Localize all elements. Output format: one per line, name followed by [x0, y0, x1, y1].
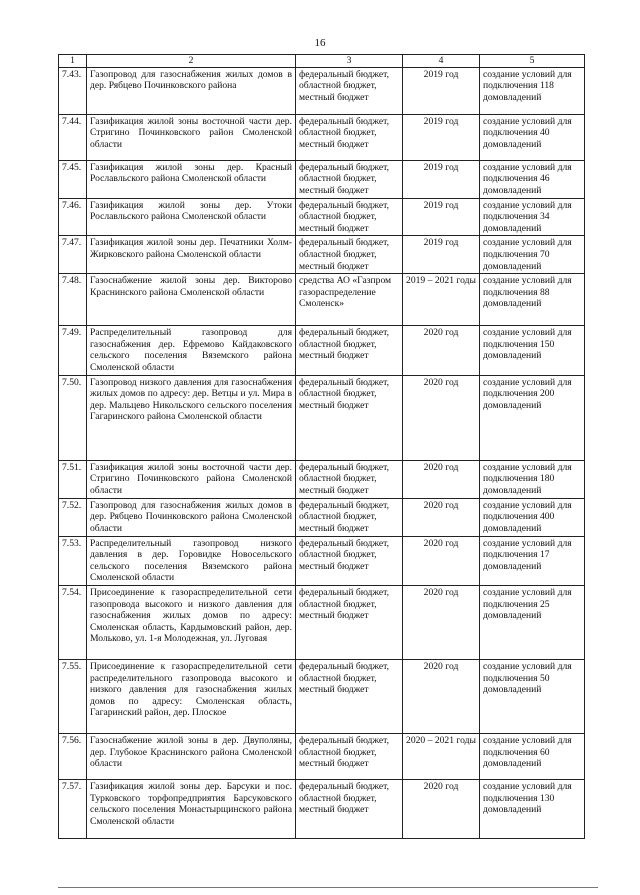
- expected-result: создание условий для подключения 50 домовладений: [480, 659, 585, 733]
- implementation-period: 2020 год: [403, 326, 480, 375]
- funding-source: федеральный бюджет, областной бюджет, местный бюджет: [296, 67, 403, 114]
- funding-source: федеральный бюджет, областной бюджет, местный бюджет: [296, 585, 403, 659]
- table-row: [59, 585, 585, 659]
- expected-result: создание условий для подключения 130 домовладений: [480, 779, 585, 838]
- table-row: [59, 659, 585, 733]
- table-row: [59, 779, 585, 838]
- expected-result: создание условий для подключения 200 домовладений: [480, 375, 585, 460]
- row-number: 7.53.: [59, 536, 87, 585]
- row-number: 7.57.: [59, 779, 87, 838]
- funding-source: средства АО «Газпром газораспределение Смоленск»: [296, 274, 403, 326]
- funding-source: федеральный бюджет, областной бюджет, местный бюджет: [296, 236, 403, 274]
- row-number: 7.46.: [59, 198, 87, 236]
- implementation-period: 2020 год: [403, 779, 480, 838]
- project-name: Присоединение к газораспределительной сети распределительного газопровода высокого и низкого давления для газоснабжения жилых домов по адресу: Смоленская область, Гагаринский район, дер. Плоское: [87, 659, 296, 733]
- column-header: 4: [403, 55, 480, 68]
- funding-source: федеральный бюджет, областной бюджет, местный бюджет: [296, 536, 403, 585]
- project-name: Распределительный газопровод низкого давления в дер. Горовидке Новосельского сельского поселения Вяземского района Смоленской области: [87, 536, 296, 585]
- row-number: 7.45.: [59, 160, 87, 198]
- project-name: Газификация жилой зоны восточной части дер. Стригино Починковского района Смоленской области: [87, 460, 296, 498]
- implementation-period: 2020 год: [403, 536, 480, 585]
- row-number: 7.51.: [59, 460, 87, 498]
- page-number: 16: [314, 37, 326, 49]
- implementation-period: 2020 год: [403, 460, 480, 498]
- funding-source: федеральный бюджет, областной бюджет, местный бюджет: [296, 198, 403, 236]
- table-row: [59, 160, 585, 198]
- project-name: Газификация жилой зоны дер. Барсуки и пос. Турковского торфопредприятия Барсуковского сельского поселения Монастырщинского района Смоленской области: [87, 779, 296, 838]
- table-row: [59, 326, 585, 375]
- funding-source: федеральный бюджет, областной бюджет, местный бюджет: [296, 779, 403, 838]
- expected-result: создание условий для подключения 40 домовладений: [480, 114, 585, 160]
- expected-result: создание условий для подключения 25 домовладений: [480, 585, 585, 659]
- table-row: [59, 733, 585, 779]
- funding-source: федеральный бюджет, областной бюджет, местный бюджет: [296, 460, 403, 498]
- table-row: [59, 67, 585, 114]
- table-row: [59, 536, 585, 585]
- funding-source: федеральный бюджет, областной бюджет, местный бюджет: [296, 733, 403, 779]
- row-number: 7.44.: [59, 114, 87, 160]
- implementation-period: 2020 год: [403, 585, 480, 659]
- page-bottom-line: [58, 887, 598, 888]
- implementation-period: 2020 – 2021 годы: [403, 733, 480, 779]
- expected-result: создание условий для подключения 180 домовладений: [480, 460, 585, 498]
- expected-result: создание условий для подключения 150 домовладений: [480, 326, 585, 375]
- expected-result: создание условий для подключения 88 домовладений: [480, 274, 585, 326]
- expected-result: создание условий для подключения 70 домовладений: [480, 236, 585, 274]
- expected-result: создание условий для подключения 34 домовладений: [480, 198, 585, 236]
- project-name: Газификация жилой зоны дер. Красный Рославльского района Смоленской области: [87, 160, 296, 198]
- project-name: Газификация жилой зоны дер. Печатники Холм-Жирковского района Смоленской области: [87, 236, 296, 274]
- expected-result: создание условий для подключения 46 домовладений: [480, 160, 585, 198]
- project-name: Присоединение к газораспределительной сети газопровода высокого и низкого давления для газоснабжения жилых домов по адресу: Смоленская область, Кардымовский район, дер. Мольково, ул. 1-я Молодежная, ул. Луговая: [87, 585, 296, 659]
- table-row: [59, 274, 585, 326]
- project-name: Газоснабжение жилой зоны в дер. Двуполяны, дер. Глубокое Краснинского района Смоленской области: [87, 733, 296, 779]
- project-name: Газификация жилой зоны дер. Утоки Рославльского района Смоленской области: [87, 198, 296, 236]
- row-number: 7.47.: [59, 236, 87, 274]
- implementation-period: 2019 – 2021 годы: [403, 274, 480, 326]
- row-number: 7.48.: [59, 274, 87, 326]
- row-number: 7.50.: [59, 375, 87, 460]
- column-header: 3: [296, 55, 403, 68]
- project-name: Распределительный газопровод для газоснабжения дер. Ефремово Кайдаковского сельского поселения Вяземского района Смоленской области: [87, 326, 296, 375]
- funding-source: федеральный бюджет, областной бюджет, местный бюджет: [296, 659, 403, 733]
- table-row: [59, 236, 585, 274]
- expected-result: создание условий для подключения 60 домовладений: [480, 733, 585, 779]
- expected-result: создание условий для подключения 400 домовладений: [480, 498, 585, 536]
- implementation-period: 2019 год: [403, 67, 480, 114]
- implementation-period: 2019 год: [403, 198, 480, 236]
- funding-source: федеральный бюджет, областной бюджет, местный бюджет: [296, 160, 403, 198]
- program-table: [58, 54, 585, 839]
- implementation-period: 2019 год: [403, 236, 480, 274]
- project-name: Газопровод низкого давления для газоснабжения жилых домов по адресу: дер. Ветцы и ул. Мира в дер. Мальцево Никольского сельского поселения Гагаринского района Смоленской области: [87, 375, 296, 460]
- row-number: 7.56.: [59, 733, 87, 779]
- project-name: Газопровод для газоснабжения жилых домов в дер. Рябцево Починковского района: [87, 67, 296, 114]
- funding-source: федеральный бюджет, областной бюджет, местный бюджет: [296, 498, 403, 536]
- implementation-period: 2019 год: [403, 160, 480, 198]
- implementation-period: 2020 год: [403, 659, 480, 733]
- column-header: 1: [59, 55, 87, 68]
- expected-result: создание условий для подключения 17 домовладений: [480, 536, 585, 585]
- expected-result: создание условий для подключения 118 домовладений: [480, 67, 585, 114]
- funding-source: федеральный бюджет, областной бюджет, местный бюджет: [296, 114, 403, 160]
- row-number: 7.43.: [59, 67, 87, 114]
- row-number: 7.55.: [59, 659, 87, 733]
- funding-source: федеральный бюджет, областной бюджет, местный бюджет: [296, 326, 403, 375]
- project-name: Газификация жилой зоны восточной части дер. Стригино Починковского район Смоленской области: [87, 114, 296, 160]
- implementation-period: 2020 год: [403, 498, 480, 536]
- row-number: 7.49.: [59, 326, 87, 375]
- table-row: [59, 198, 585, 236]
- table-row: [59, 460, 585, 498]
- column-header: 2: [87, 55, 296, 68]
- table-row: [59, 498, 585, 536]
- row-number: 7.54.: [59, 585, 87, 659]
- table-header-row: [59, 55, 585, 68]
- table-row: [59, 375, 585, 460]
- implementation-period: 2019 год: [403, 114, 480, 160]
- column-header: 5: [480, 55, 585, 68]
- implementation-period: 2020 год: [403, 375, 480, 460]
- project-name: Газопровод для газоснабжения жилых домов в дер. Рябцево Починковского района Смоленской области: [87, 498, 296, 536]
- row-number: 7.52.: [59, 498, 87, 536]
- table-row: [59, 114, 585, 160]
- funding-source: федеральный бюджет, областной бюджет, местный бюджет: [296, 375, 403, 460]
- project-name: Газоснабжение жилой зоны дер. Викторово Краснинского района Смоленской области: [87, 274, 296, 326]
